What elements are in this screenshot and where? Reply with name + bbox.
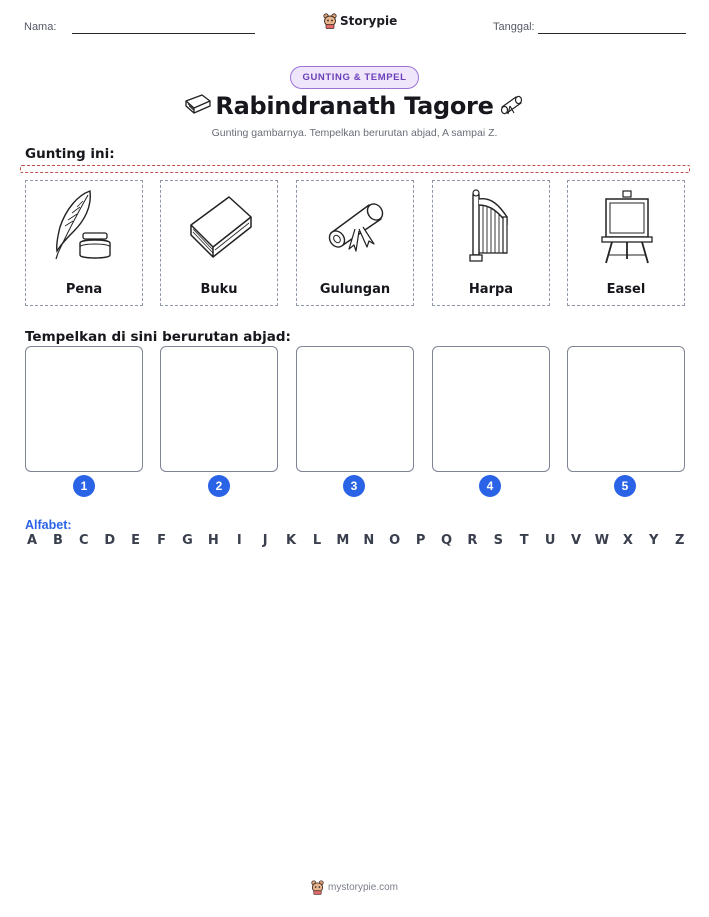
- alphabet-letter: U: [544, 533, 556, 548]
- alphabet-row: [24, 533, 688, 548]
- alphabet-letter: T: [519, 533, 529, 548]
- alphabet-letter: P: [415, 533, 426, 548]
- cut-card-easel[interactable]: [567, 180, 685, 306]
- alphabet-label: Alfabet:: [25, 518, 72, 532]
- page-title: Rabindranath Tagore: [215, 92, 494, 120]
- alphabet-letter: K: [286, 533, 297, 548]
- alphabet-letter: N: [363, 533, 375, 548]
- paste-slot-3[interactable]: [296, 346, 414, 472]
- alphabet-letter: V: [571, 533, 582, 548]
- instructions: Gunting gambarnya. Tempelkan berurutan abjad, A sampai Z.: [211, 127, 498, 139]
- scroll-icon: [321, 187, 391, 267]
- card-label: Buku: [200, 282, 238, 297]
- cut-heading: Gunting ini:: [25, 146, 115, 162]
- alphabet-letter: R: [467, 533, 478, 548]
- paste-slot-2[interactable]: [160, 346, 278, 472]
- date-label: Tanggal:: [493, 21, 535, 33]
- alphabet-letter: I: [236, 533, 242, 548]
- alphabet-letter: Q: [440, 533, 453, 548]
- cut-card-harpa[interactable]: [432, 180, 550, 306]
- brand-name: Storypie: [340, 14, 398, 28]
- paste-slot-1[interactable]: [25, 346, 143, 472]
- cut-line: [20, 165, 690, 173]
- card-label: Easel: [606, 282, 646, 297]
- alphabet-letter: G: [182, 533, 193, 548]
- scroll-icon: [498, 93, 526, 115]
- alphabet-letter: Y: [649, 533, 659, 548]
- quill-ink-icon: [50, 187, 120, 267]
- card-label: Pena: [65, 282, 103, 297]
- slot-number-5: 5: [614, 475, 636, 497]
- alphabet-letter: X: [622, 533, 633, 548]
- alphabet-letter: E: [131, 533, 141, 548]
- activity-badge: GUNTING & TEMPEL: [290, 66, 419, 89]
- cut-card-pena[interactable]: [25, 180, 143, 306]
- alphabet-letter: J: [262, 533, 268, 548]
- brand-logo: [323, 13, 397, 29]
- storypie-mascot-icon: [311, 880, 324, 895]
- alphabet-letter: C: [79, 533, 89, 548]
- date-line[interactable]: [538, 33, 686, 34]
- alphabet-letter: O: [389, 533, 401, 548]
- alphabet-letter: B: [52, 533, 63, 548]
- alphabet-letter: Z: [674, 533, 685, 548]
- easel-icon: [592, 187, 662, 267]
- name-line[interactable]: [72, 33, 255, 34]
- slot-number-3: 3: [343, 475, 365, 497]
- footer: [0, 880, 709, 895]
- alphabet-letter: D: [104, 533, 116, 548]
- alphabet-letter: M: [336, 533, 350, 548]
- book-icon: [185, 187, 255, 267]
- alphabet-letter: H: [207, 533, 219, 548]
- alphabet-letter: S: [493, 533, 503, 548]
- cut-card-buku[interactable]: [160, 180, 278, 306]
- card-label: Gulungan: [319, 282, 391, 297]
- footer-url[interactable]: mystorypie.com: [327, 882, 398, 893]
- cut-card-gulungan[interactable]: [296, 180, 414, 306]
- paste-slot-4[interactable]: [432, 346, 550, 472]
- slot-number-1: 1: [73, 475, 95, 497]
- paste-slot-5[interactable]: [567, 346, 685, 472]
- paste-heading: Tempelkan di sini berurutan abjad:: [25, 329, 291, 345]
- harp-icon: [457, 187, 527, 267]
- alphabet-letter: F: [157, 533, 166, 548]
- alphabet-letter: A: [26, 533, 38, 548]
- alphabet-letter: W: [594, 533, 610, 548]
- slot-number-4: 4: [479, 475, 501, 497]
- slot-number-2: 2: [208, 475, 230, 497]
- storypie-mascot-icon: [323, 13, 337, 29]
- alphabet-letter: L: [312, 533, 322, 548]
- card-label: Harpa: [468, 282, 514, 297]
- name-label: Nama:: [24, 21, 57, 33]
